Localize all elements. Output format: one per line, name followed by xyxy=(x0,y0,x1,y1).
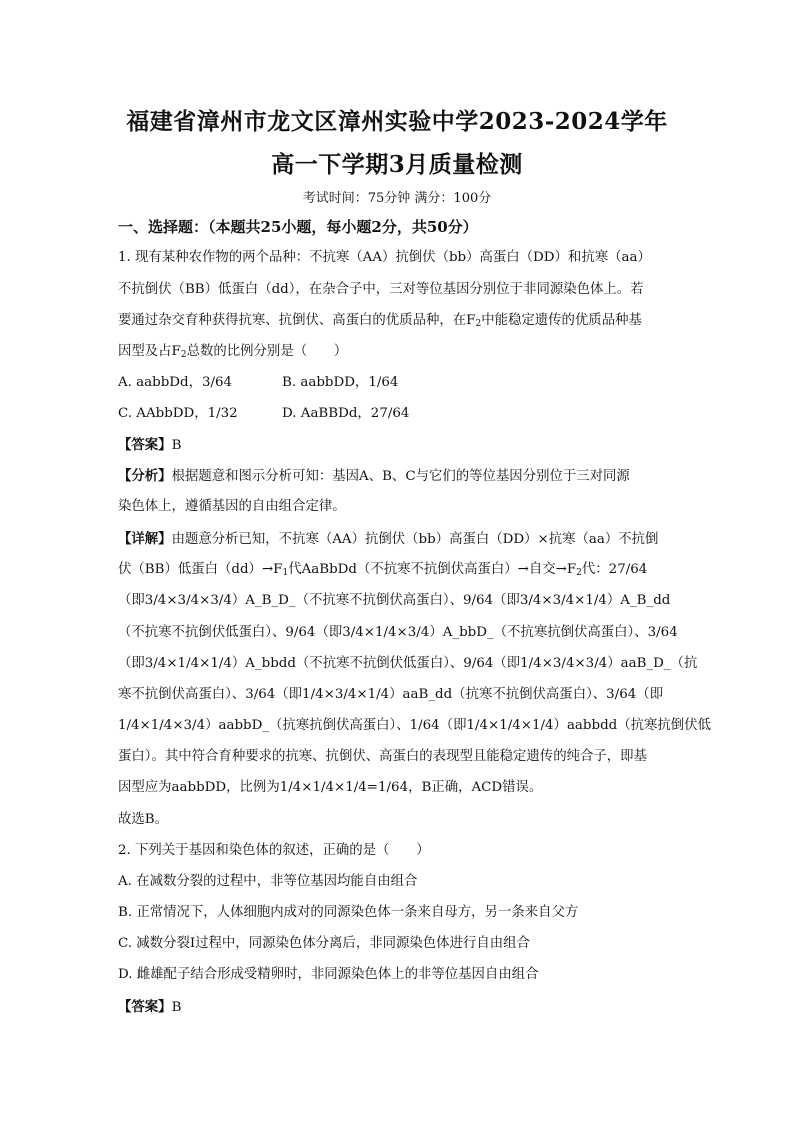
q1-stem-text: 中能稳定遗传的优质品种基 xyxy=(481,313,642,328)
subscript: 2 xyxy=(180,350,187,360)
q2-option-c: C. 减数分裂Ⅰ过程中，同源染色体分离后，非同源染色体进行自由组合 xyxy=(118,936,530,951)
detail-text: 代AaBbDd（不抗寒不抗倒伏高蛋白）→自交→F xyxy=(288,562,577,577)
section-heading: 一、选择题：（本题共25小题，每小题2分，共50分） xyxy=(118,218,478,236)
q1-stem-line: 不抗倒伏（BB）低蛋白（dd），在杂合子中，三对等位基因分别位于非同源染色体上。若 xyxy=(118,282,644,297)
q1-conclusion: 故选B。 xyxy=(118,812,169,827)
answer-tag: 【答案】 xyxy=(118,437,172,453)
q1-detail-line: （即3/4×1/4×1/4）A_bbdd（不抗寒不抗倒伏低蛋白）、9/64（即1/4×3/4×3/4）aaB_D_（抗 xyxy=(118,656,698,671)
q2-option-b: B. 正常情况下，人体细胞内成对的同源染色体一条来自母方，另一条来自父方 xyxy=(118,905,579,920)
q1-detail-line: 1/4×1/4×3/4）aabbD_（抗寒抗倒伏高蛋白）、1/64（即1/4×1/4×1/4）aabbdd（抗寒抗倒伏低 xyxy=(118,718,711,733)
q2-option-a: A. 在减数分裂的过程中，非等位基因均能自由组合 xyxy=(118,874,418,889)
q1-stem-text: 因型及占F xyxy=(118,344,181,359)
q2-answer xyxy=(118,998,181,1017)
subscript: 2 xyxy=(576,568,582,578)
subscript: 1 xyxy=(282,568,289,578)
q1-detail-line: 蛋白）。其中符合育种要求的抗寒、抗倒伏、高蛋白的表现型且能稳定遗传的纯合子，即基 xyxy=(118,749,647,764)
answer-value: B xyxy=(171,438,182,453)
q1-detail-line xyxy=(118,561,647,582)
subscript: 2 xyxy=(475,319,482,329)
q1-detail-line xyxy=(118,530,658,549)
q1-analysis-line: 染色体上，遵循基因的自由组合定律。 xyxy=(118,499,346,514)
q1-option-row xyxy=(118,405,410,423)
analysis-text: 根据题意和图示分析可知：基因A、B、C与它们的等位基因分别位于三对同源 xyxy=(171,469,630,484)
answer-tag: 【答案】 xyxy=(118,999,172,1015)
q1-stem-line xyxy=(118,343,347,364)
q1-stem-text: 要通过杂交育种获得抗寒、抗倒伏、高蛋白的优质品种，在F xyxy=(118,313,476,328)
q2-stem: 2. 下列关于基因和染色体的叙述，正确的是（ ） xyxy=(118,843,430,858)
q1-option-d: D. AaBBDd，27/64 xyxy=(282,406,410,421)
title-line-2: 高一下学期3月质量检测 xyxy=(271,151,523,178)
q1-detail-line: （不抗寒不抗倒伏低蛋白）、9/64（即3/4×1/4×3/4）A_bbD_（不抗寒抗倒伏高蛋白）、3/64 xyxy=(118,625,678,640)
exam-info: 考试时间：75分钟 满分：100分 xyxy=(302,191,492,206)
q1-option-row xyxy=(118,374,399,392)
q1-stem-line xyxy=(118,312,642,333)
q1-detail-line: 寒不抗倒伏高蛋白）、3/64（即1/4×3/4×1/4）aaB_dd（抗寒不抗倒伏高蛋白）、3/64（即 xyxy=(118,687,664,702)
detail-text: 由题意分析已知，不抗寒（AA）抗倒伏（bb）高蛋白（DD）×抗寒（aa）不抗倒 xyxy=(171,532,659,547)
q1-answer xyxy=(118,436,181,455)
q1-detail-line: （即3/4×3/4×3/4）A_B_D_（不抗寒不抗倒伏高蛋白）、9/64（即3/4×3/4×1/4）A_B_dd xyxy=(118,593,671,608)
q1-analysis-line xyxy=(118,467,630,486)
answer-value: B xyxy=(171,1000,182,1015)
q1-detail-line: 因型应为aabbDD，比例为1/4×1/4×1/4=1/64，B正确，ACD错误。 xyxy=(118,780,543,795)
detail-tag: 【详解】 xyxy=(118,531,172,547)
detail-text: 代：27/64 xyxy=(581,562,648,577)
title-line-1: 福建省漳州市龙文区漳州实验中学2023-2024学年 xyxy=(126,108,668,135)
q2-option-d: D. 雌雄配子结合形成受精卵时，非同源染色体上的非等位基因自由组合 xyxy=(118,967,539,982)
detail-text: 伏（BB）低蛋白（dd）→F xyxy=(118,562,283,577)
q1-option-b: B. aabbDD，1/64 xyxy=(282,375,399,390)
q1-option-a: A. aabbDd，3/64 xyxy=(118,375,233,390)
q1-stem-line: 1. 现有某种农作物的两个品种：不抗寒（AA）抗倒伏（bb）高蛋白（DD）和抗寒（aa） xyxy=(118,250,651,265)
analysis-tag: 【分析】 xyxy=(118,468,172,484)
q1-stem-text: 总数的比例分别是（ ） xyxy=(186,344,348,359)
q1-option-c: C. AAbbDD，1/32 xyxy=(118,406,238,421)
